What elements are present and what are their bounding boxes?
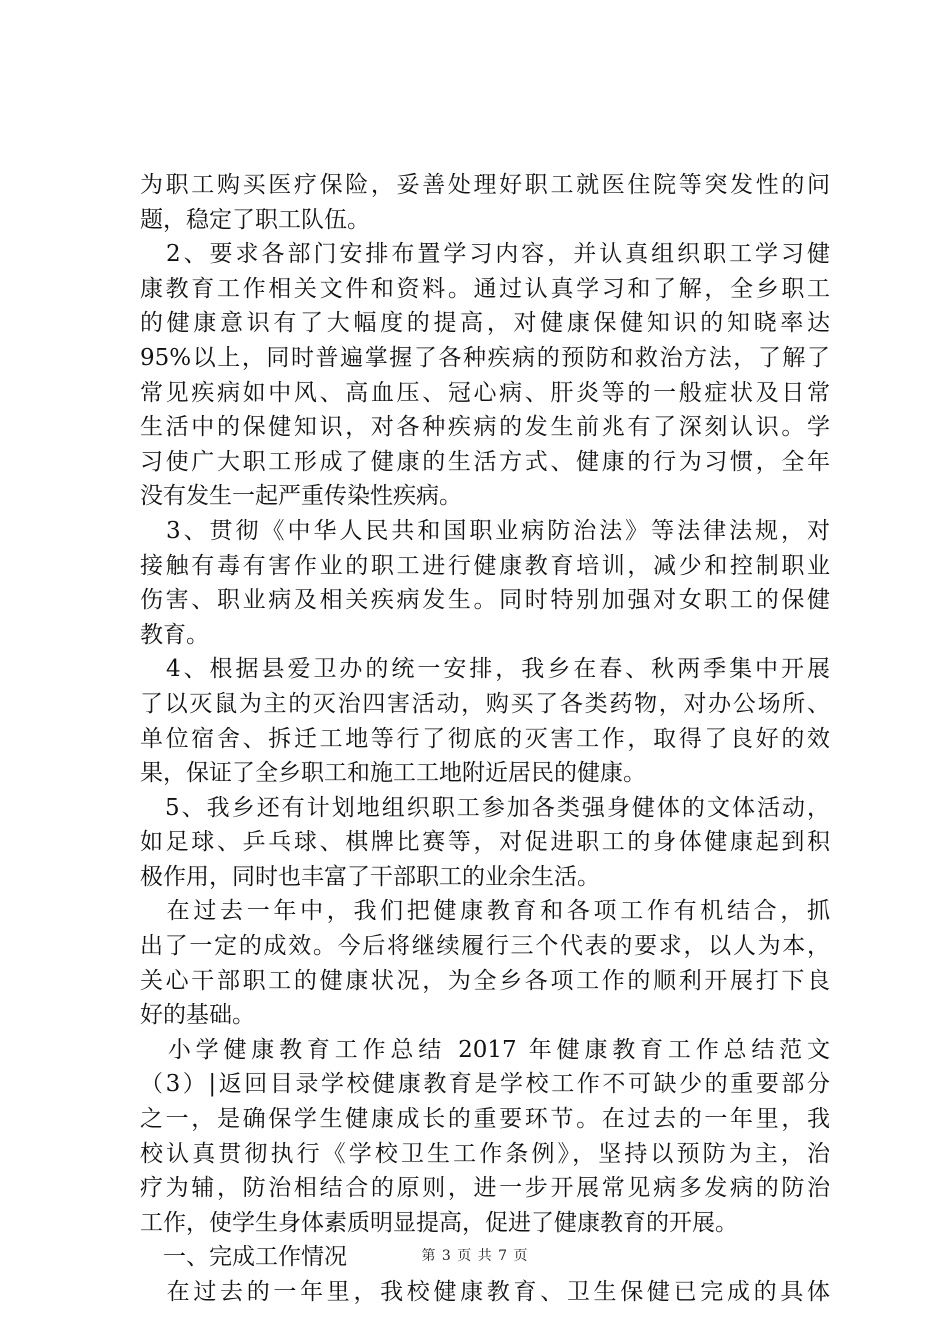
text-line: 2、要求各部门安排布置学习内容，并认真组织职工学习健	[140, 241, 830, 268]
text-line: 工作，使学生身体素质明显提高，促进了健康教育的开展。	[140, 1209, 738, 1236]
text-line: 在过去的一年里，我校健康教育、卫生保健已完成的具体	[140, 1279, 830, 1305]
text-line: 3、贯彻《中华人民共和国职业病防治法》等法律法规，对	[140, 517, 830, 544]
text-line: 了以灭鼠为主的灭治四害活动，购买了各类药物，对办公场所、	[140, 690, 830, 717]
text-line: 极作用，同时也丰富了干部职工的业余生活。	[140, 863, 600, 890]
text-line: 教育。	[140, 621, 209, 648]
text-line: 康教育工作相关文件和资料。通过认真学习和了解，全乡职工	[140, 275, 830, 302]
text-line: 题，稳定了职工队伍。	[140, 206, 370, 233]
text-line: 校认真贯彻执行《学校卫生工作条例》，坚持以预防为主，治	[140, 1140, 830, 1167]
text-line: 95%以上，同时普遍掌握了各种疾病的预防和救治方法，了解了	[140, 344, 830, 371]
page-footer: 第 3 页 共 7 页	[421, 1248, 529, 1264]
text-line: 为职工购买医疗保险，妥善处理好职工就医住院等突发性的问	[140, 172, 830, 198]
text-line: 习使广大职工形成了健康的生活方式、健康的行为习惯，全年	[140, 448, 830, 475]
document-body	[140, 168, 830, 1310]
text-line: 如足球、乒乓球、棋牌比赛等，对促进职工的身体健康起到积	[140, 829, 830, 856]
section-heading: 一、完成工作情况	[140, 1244, 347, 1271]
text-line: 出了一定的成效。今后将继续履行三个代表的要求，以人为本，	[140, 933, 830, 960]
text-line: 关心干部职工的健康状况，为全乡各项工作的顺利开展打下良	[140, 967, 830, 994]
text-line: 好的基础。	[140, 1002, 255, 1029]
text-line: 常见疾病如中风、高血压、冠心病、肝炎等的一般症状及日常	[140, 379, 830, 406]
text-line: 果，保证了全乡职工和施工工地附近居民的健康。	[140, 760, 646, 787]
text-line: 单位宿舍、拆迁工地等行了彻底的灭害工作，取得了良好的效	[140, 725, 830, 752]
text-line: 没有发生一起严重传染性疾病。	[140, 483, 462, 510]
text-line: 生活中的保健知识，对各种疾病的发生前兆有了深刻认识。学	[140, 414, 830, 441]
text-line: 在过去一年中，我们把健康教育和各项工作有机结合，抓	[140, 898, 830, 925]
text-line: （3）|返回目录学校健康教育是学校工作不可缺少的重要部分	[140, 1071, 830, 1098]
text-line: 伤害、职业病及相关疾病发生。同时特别加强对女职工的保健	[140, 587, 830, 614]
text-line: 的健康意识有了大幅度的提高，对健康保健知识的知晓率达	[140, 310, 830, 337]
text-line: 5、我乡还有计划地组织职工参加各类强身健体的文体活动，	[140, 794, 830, 821]
text-line: 小学健康教育工作总结 2017 年健康教育工作总结范文	[140, 1036, 830, 1063]
text-line: 接触有毒有害作业的职工进行健康教育培训，减少和控制职业	[140, 552, 830, 579]
text-line: 4、根据县爱卫办的统一安排，我乡在春、秋两季集中开展	[140, 656, 830, 683]
text-line: 疗为辅，防治相结合的原则，进一步开展常见病多发病的防治	[140, 1175, 830, 1202]
text-line: 之一，是确保学生健康成长的重要环节。在过去的一年里，我	[140, 1106, 830, 1133]
